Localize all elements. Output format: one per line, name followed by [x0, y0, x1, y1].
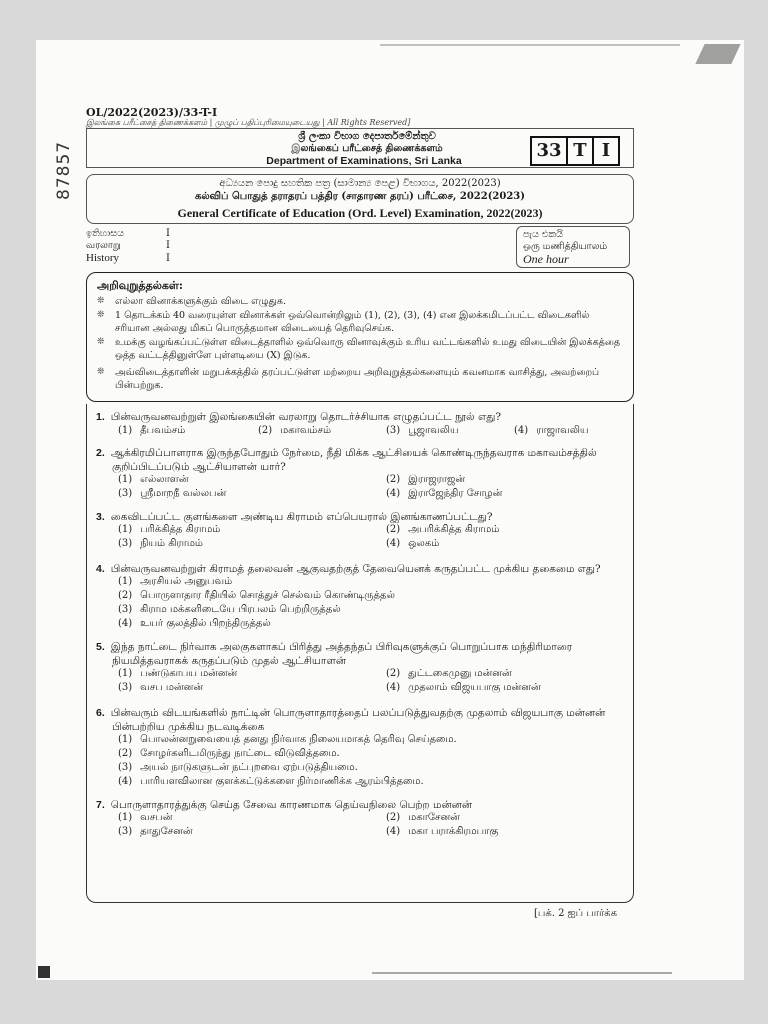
exam-title-tamil: கல்விப் பொதுத் தராதரப் பத்திர (சாதாரண தரப்) பரீட்சை, 2022(2023) — [194, 191, 525, 202]
option-4: (4) இராஜேந்திர சோழன் — [386, 488, 503, 499]
question-number: 6. — [96, 707, 105, 719]
bullet-icon: ❊ — [97, 310, 105, 320]
question-5 — [96, 640, 636, 693]
instruction-item: ❊ 1 தொடக்கம் 40 வரையுள்ள வினாக்கள் ஒவ்வொன்றிலும் (1), (2), (3), (4) என இலக்கமிடப்பட்ட விடைகளில் சரியான அல்லது மிகப் பொருத்தமான விடையைத் தெரிவுசெய்க. — [97, 310, 590, 334]
question-stem: ஆக்கிரமிப்பாளராக இருந்தபோதும் நேர்மை, நீதி மிக்க ஆட்சியைக் கொண்டிருந்தவராக மகாவம்சத்தில் — [110, 447, 597, 459]
bullet-icon: ❊ — [97, 337, 105, 347]
option-4: (4) உயர் குலத்தில் பிறந்திருத்தல் — [118, 618, 271, 629]
option-4: (4) மகா பராக்கிரமபாகு — [386, 826, 499, 837]
bullet-icon: ❊ — [97, 296, 105, 306]
question-stem: நியமித்தவராகக் கருதப்படும் முதல் ஆட்சியாளன் — [112, 655, 347, 667]
option-3: (3) தாதுசேனன் — [118, 826, 193, 837]
subject-block — [86, 228, 266, 266]
question-stem: பின்வருவனவற்றுள் இலங்கையின் வரலாறு தொடர்ச்சியாக எழுதப்பட்ட நூல் எது? — [110, 411, 502, 423]
paper-code: OL/2022(2023)/33-T-I — [86, 106, 218, 119]
rights-notice: இலங்கை பரீட்சைத் திணைக்களம் | முழுப் பதிப்புரிமையுடையது | All Rights Reserved] — [86, 118, 411, 127]
question-2 — [96, 446, 636, 499]
question-4 — [96, 562, 636, 629]
option-1: (1) அரசியல் அனுபவம் — [118, 576, 233, 587]
exam-title-sinhala: අධ්‍යයන පොදු සහතික පත්‍ර (සාමාන්‍ය පෙළ) විභාගය, 2022(2023) — [219, 178, 501, 189]
option-1: (1) வசபன் — [118, 812, 173, 823]
option-2: (2) அபரிக்கித்த கிராமம் — [386, 524, 500, 535]
code-box: 33 — [530, 136, 568, 166]
question-1 — [96, 410, 636, 436]
question-number: 7. — [96, 799, 105, 811]
instruction-item: ❊ உமக்கு வழங்கப்பட்டுள்ள விடைத்தாளில் ஒவ்வொரு வினாவுக்கும் உரிய வட்டங்களில் உமது விடையின் இலக்கத்தை ஒத்த வட்டத்தினுள்ளே புள்ளடியை (X) இடுக. — [97, 337, 621, 361]
option-3: (3) வசப மன்னன் — [118, 682, 204, 693]
subject-tamil: வரலாறு — [86, 240, 121, 251]
question-number: 5. — [96, 641, 105, 653]
question-stem: பின்பற்றிய முக்கிய நடவடிக்கை — [112, 721, 265, 733]
duration-box — [516, 226, 630, 268]
option-3: (3) கிராம மக்களிடையே பிரபலம் பெற்றிருத்தல் — [118, 604, 341, 615]
subject-code-boxes — [530, 136, 620, 166]
department-tamil: இலங்கைப் பரீட்சைத் திணைக்களம் — [291, 143, 443, 154]
question-stem: பின்வரும் விடயங்களில் நாட்டின் பொருளாதாரத்தைப் பலப்படுத்துவதற்கு முதலாம் விஜயபாகு மன்னன் — [110, 707, 606, 719]
code-box: I — [592, 136, 620, 166]
exam-title-english: General Certificate of Education (Ord. Level) Examination, 2022(2023) — [177, 206, 543, 220]
option-2: (2) மகாசேனன் — [386, 812, 460, 823]
option-1: (1) பரிக்கித்த கிராமம் — [118, 524, 221, 535]
scan-edge-bottom — [372, 972, 672, 974]
duration-english: One hour — [523, 252, 569, 266]
option-1: (1) பண்டுகாபய மன்னன் — [118, 668, 238, 679]
department-sinhala: ශ්‍රී ලංකා විභාග දෙපාර්තමේන්තුව — [298, 131, 436, 142]
question-number: 4. — [96, 563, 105, 575]
option-2: (2) இராஜராஜன் — [386, 474, 466, 485]
question-stem: கைவிடப்பட்ட குளங்களை அண்டிய கிராமம் எப்பெயரால் இனங்காணப்பட்டது? — [110, 511, 493, 523]
question-number: 3. — [96, 511, 105, 523]
question-number: 1. — [96, 411, 105, 423]
option-3: (3) ஸ்ரீமாறநீ வல்லபன் — [118, 488, 227, 499]
option-4: (4) ஒலகம் — [386, 538, 440, 549]
question-stem: குறிப்பிடப்படும் ஆட்சியாளன் யார்? — [112, 461, 286, 473]
page-turn-note: [பக். 2 ஐப் பார்க்க — [534, 908, 617, 919]
option-4: (4) ராஜாவலிய — [514, 425, 589, 436]
duration-sinhala: පැය එකයි — [523, 229, 563, 240]
code-box: T — [566, 136, 594, 166]
corner-mark — [38, 966, 50, 978]
option-2: (2) சோழர்களிடமிருந்து நாட்டை விடுவித்தமை. — [118, 748, 340, 759]
option-3: (3) அயல் நாடுகளுடன் நட்புறவை ஏற்படுத்தியமை. — [118, 762, 358, 773]
option-1: (1) எல்லாளன் — [118, 474, 189, 485]
option-2: (2) பொருளாதார ரீதியில் சொத்துச் செல்வம் கொண்டிருத்தல் — [118, 590, 395, 601]
option-4: (4) பாரியளவிலான குளக்கட்டுக்களை நிர்மாணிக்க ஆரம்பித்தமை. — [118, 776, 424, 787]
subject-number: I — [166, 240, 170, 251]
option-1: (1) தீபவம்சம் — [118, 425, 186, 436]
department-english: Department of Examinations, Sri Lanka — [266, 155, 462, 167]
serial-number: 87857 — [54, 140, 74, 200]
question-7 — [96, 798, 636, 837]
question-stem: பின்வருவனவற்றுள் கிராமத் தலைவன் ஆகுவதற்குத் தேவையெனக் கருதப்பட்ட முக்கிய தகைமை எது? — [110, 563, 601, 575]
subject-english: History — [86, 252, 119, 264]
instruction-item: ❊ எல்லா வினாக்களுக்கும் விடை எழுதுக. — [97, 296, 286, 307]
option-4: (4) முதலாம் விஜயபாகு மன்னன் — [386, 682, 541, 693]
duration-tamil: ஒரு மணித்தியாலம் — [523, 241, 608, 252]
option-1: (1) பொலன்னறுவையைத் தனது நிர்வாக நிலையமாகத் தெரிவு செய்தமை. — [118, 734, 457, 745]
exam-title-box — [86, 174, 634, 224]
option-3: (3) பூஜாவலிய — [386, 425, 459, 436]
subject-sinhala: ඉතිහාසය — [86, 228, 124, 239]
bullet-icon: ❊ — [97, 367, 105, 377]
instructions-box — [86, 272, 634, 402]
scan-edge — [380, 44, 680, 46]
subject-number: I — [166, 253, 170, 264]
option-2: (2) துட்டகைமுனு மன்னன் — [386, 668, 512, 679]
question-6 — [96, 706, 636, 787]
option-3: (3) நியம் கிராமம் — [118, 538, 203, 549]
question-number: 2. — [96, 447, 105, 459]
question-stem: இந்த நாட்டை நிர்வாக அலகுகளாகப் பிரித்து அத்தந்தப் பிரிவுகளுக்குப் பொறுப்பாக மந்திரிமாரை — [110, 641, 573, 653]
instruction-item: ❊ அவ்விடைத்தாளின் மறுபக்கத்தில் தரப்பட்டுள்ள மற்றைய அறிவுறுத்தல்களையும் கவனமாக வாசித்து, அவற்றைப் பின்பற்றுக. — [97, 367, 600, 391]
subject-number: I — [166, 228, 170, 239]
option-2: (2) மகாவம்சம் — [258, 425, 332, 436]
question-3 — [96, 510, 636, 549]
question-stem: பொருளாதாரத்துக்கு செய்த சேவை காரணமாக தெய்வநிலை பெற்ற மன்னன் — [110, 799, 473, 811]
instructions-title: அறிவுறுத்தல்கள்: — [97, 279, 183, 292]
